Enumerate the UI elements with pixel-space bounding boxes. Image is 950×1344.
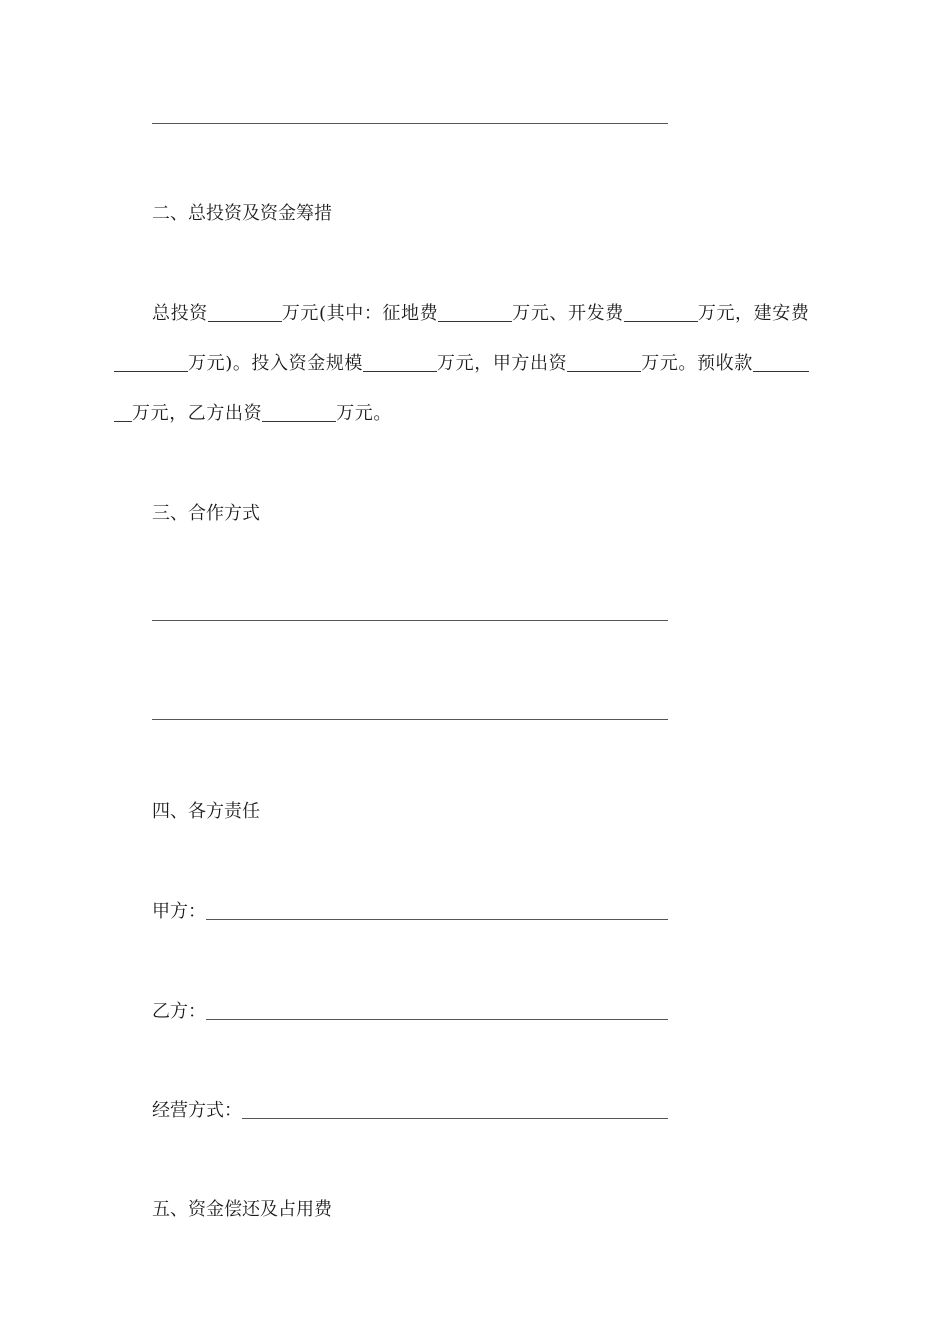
operation-mode-blank[interactable] — [242, 1118, 668, 1119]
investment-line-1 — [152, 302, 809, 326]
advance-payment-blank[interactable] — [753, 353, 809, 372]
capital-scale-blank[interactable] — [363, 353, 437, 372]
investment-line-3 — [114, 402, 392, 426]
party-b-field — [152, 1000, 668, 1024]
construction-fee-blank[interactable] — [114, 353, 188, 372]
party-a-label: 甲方： — [152, 901, 206, 922]
party-b-blank[interactable] — [206, 1019, 668, 1020]
party-a-field — [152, 900, 668, 924]
section-5-heading: 五、资金偿还及占用费 — [152, 1199, 332, 1220]
text-segment: 万元、开发费 — [512, 303, 624, 324]
blank-fill-line[interactable] — [152, 620, 668, 621]
text-segment: 总投资 — [152, 303, 208, 324]
party-a-blank[interactable] — [206, 919, 668, 920]
operation-mode-label: 经营方式： — [152, 1100, 242, 1121]
section-2-heading: 二、总投资及资金筹措 — [152, 203, 332, 224]
text-segment: 万元，甲方出资 — [437, 353, 568, 374]
advance-payment-blank-cont[interactable] — [114, 403, 132, 422]
text-segment: 万元，乙方出资 — [132, 403, 263, 424]
text-segment: 万元。预收款 — [641, 353, 753, 374]
operation-mode-field — [152, 1099, 668, 1123]
section-4-heading: 四、各方责任 — [152, 801, 260, 822]
section-3-heading: 三、合作方式 — [152, 503, 260, 524]
party-a-contribution-blank[interactable] — [567, 353, 641, 372]
total-investment-blank[interactable] — [208, 303, 282, 322]
text-segment: 万元。 — [336, 403, 393, 424]
blank-fill-line[interactable] — [152, 719, 668, 720]
land-fee-blank[interactable] — [438, 303, 512, 322]
text-segment: 万元(其中：征地费 — [281, 303, 439, 324]
blank-fill-line[interactable] — [152, 123, 668, 124]
text-segment: 万元)。投入资金规模 — [188, 353, 364, 374]
development-fee-blank[interactable] — [624, 303, 698, 322]
party-b-contribution-blank[interactable] — [262, 403, 336, 422]
party-b-label: 乙方： — [152, 1001, 206, 1022]
text-segment: 万元，建安费 — [697, 303, 810, 324]
investment-line-2 — [114, 352, 809, 376]
